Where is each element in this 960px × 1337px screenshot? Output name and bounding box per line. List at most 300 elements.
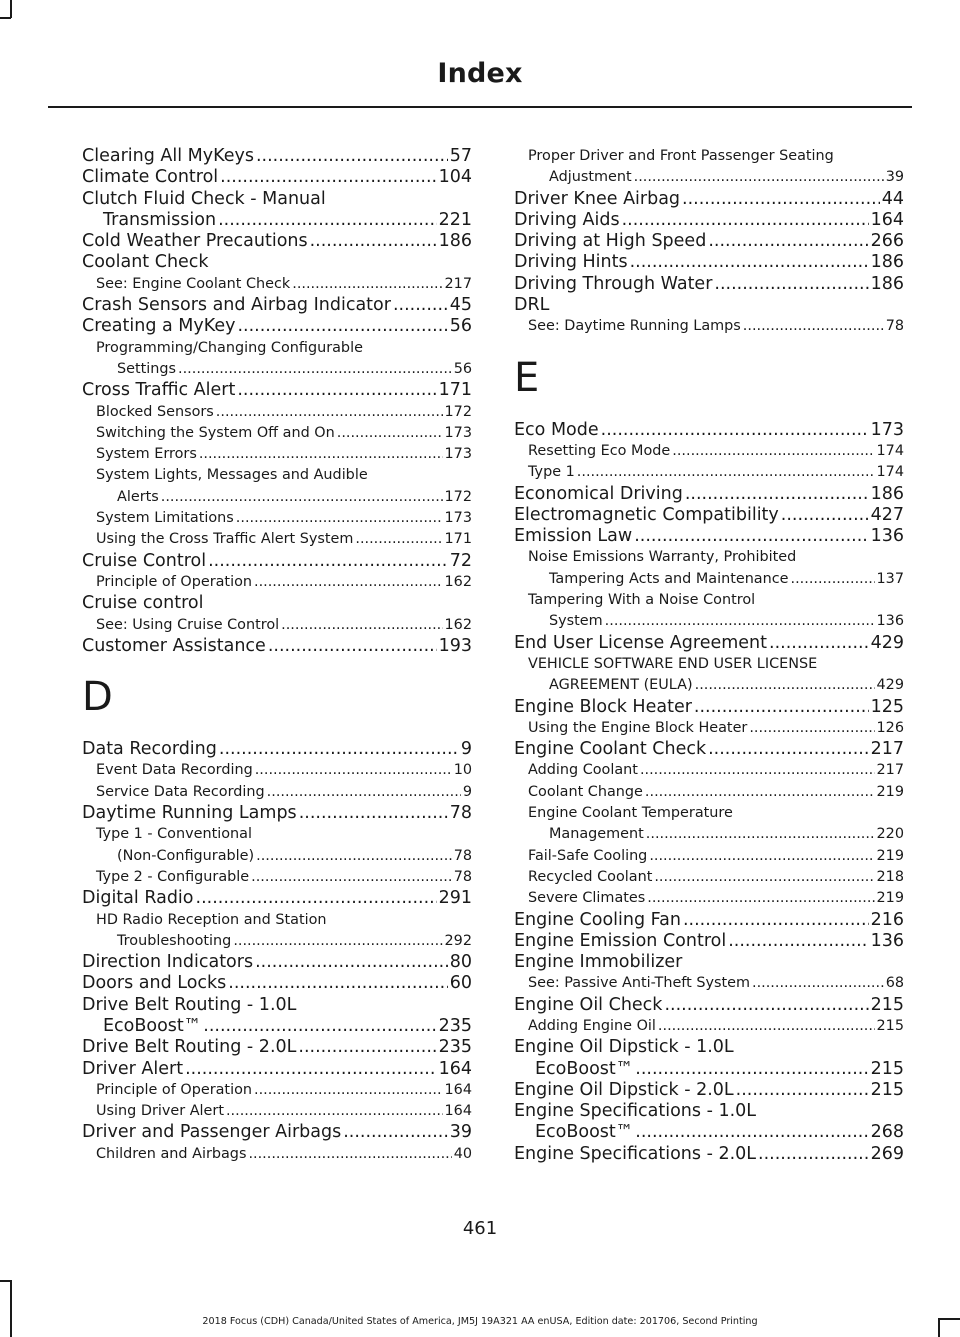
dot-leader [208,551,448,572]
index-subentry [82,508,472,529]
dot-leader [635,1059,868,1080]
entry-page-number: 164 [444,1103,472,1120]
dot-leader [393,295,448,316]
dot-leader [640,760,875,781]
dot-leader [736,1080,869,1101]
crop-mark-top-left [10,0,12,18]
index-entry [82,973,472,994]
entry-page-number: 125 [870,696,904,717]
entry-page-number: 217 [870,739,904,760]
dot-leader [237,316,447,337]
dot-leader [178,359,452,380]
entry-label: See: Passive Anti-Theft System [528,975,750,992]
entry-label: Noise Emissions Warranty, Prohibited [528,549,797,566]
entry-label: Type 1 - Conventional [96,826,252,843]
entry-page-number: 429 [870,632,904,653]
entry-label: Electromagnetic Compatibility [514,504,779,525]
entry-label: Driving Aids [514,209,620,230]
index-entry [82,231,472,252]
entry-label: Cruise control [82,593,204,614]
section-letter: D [82,674,113,721]
index-entry [82,1037,472,1058]
entry-label: Cruise Control [82,550,207,571]
dot-leader [752,973,884,994]
entry-label: Engine Oil Dipstick - 1.0L [514,1037,734,1058]
entry-page-number: 136 [876,613,904,630]
entry-label: Customer Assistance [82,635,266,656]
dot-leader [233,931,442,952]
crop-mark-top-left-h [0,17,11,19]
dot-leader [682,189,880,210]
entry-label: System Lights, Messages and Audible [96,467,368,484]
index-subentry [514,654,904,697]
entry-page-number: 216 [870,909,904,930]
dot-leader [658,1016,875,1037]
index-entry [514,210,904,231]
index-subentry [82,402,472,423]
dot-leader [781,505,869,526]
dot-leader [199,444,443,465]
dot-leader [355,529,442,550]
index-entry [82,316,472,337]
entry-label: Drive Belt Routing - 1.0L [82,994,297,1015]
entry-label: Resetting Eco Mode [528,442,671,459]
index-entry [82,167,472,188]
entry-label: Doors and Locks [82,973,227,994]
entry-page-number: 266 [870,231,904,252]
index-entry [514,420,904,441]
entry-label: EcoBoost™ [535,1058,634,1079]
dot-leader [310,231,437,252]
index-subentry [514,1016,904,1037]
entry-page-number: 171 [438,380,472,401]
index-heading [82,593,472,614]
dot-leader [749,718,874,739]
index-subentry [82,529,472,550]
crop-mark-bottom-left-h [0,1280,11,1282]
entry-label: Using the Cross Traffic Alert System [96,531,354,548]
page-number: 461 [462,1218,498,1239]
dot-leader [758,1144,869,1165]
entry-page-number: 215 [876,1017,904,1034]
entry-page-number: 172 [444,488,472,505]
index-subentry [82,274,472,295]
entry-page-number: 78 [453,847,472,864]
dot-leader [622,210,869,231]
entry-label: Children and Airbags [96,1145,247,1162]
entry-label: Blocked Sensors [96,403,214,420]
entry-page-number: 217 [876,762,904,779]
entry-page-number: 186 [870,273,904,294]
entry-page-number: 78 [885,318,904,335]
entry-label: Engine Coolant Check [514,739,707,760]
entry-label: Settings [117,360,177,377]
dot-leader [185,1059,437,1080]
entry-label: Engine Coolant Temperature [528,805,733,822]
dot-leader [256,846,452,867]
index-entry [514,995,904,1016]
dot-leader [634,526,868,547]
entry-page-number: 9 [460,739,472,760]
dot-leader [236,508,443,529]
header-rule [48,106,912,108]
entry-page-number: 57 [449,146,472,166]
index-subentry [514,782,904,803]
index-subentry [82,338,472,381]
entry-page-number: 39 [885,169,904,186]
index-entry [82,1059,472,1080]
dot-leader [634,167,884,188]
dot-leader [743,316,884,337]
index-subentry [82,465,472,508]
entry-page-number: 40 [453,1145,472,1162]
dot-leader [196,888,437,909]
entry-page-number: 72 [449,550,472,571]
entry-label: Creating a MyKey [82,316,236,337]
dot-leader [254,1080,443,1101]
index-subentry [514,590,904,633]
entry-label: Switching the System Off and On [96,424,335,441]
entry-label: HD Radio Reception and Station [96,911,327,928]
entry-label: Economical Driving [514,483,683,504]
entry-label: Cross Traffic Alert [82,380,236,401]
dot-leader [672,441,874,462]
entry-page-number: 56 [453,360,472,377]
entry-page-number: 45 [449,295,472,316]
entry-page-number: 162 [444,573,472,590]
index-subentry [82,867,472,888]
entry-label: Engine Block Heater [514,696,692,717]
index-subentry [82,782,472,803]
index-entry [514,231,904,252]
dot-leader [281,615,442,636]
index-entry [514,189,904,210]
dot-leader [219,739,459,760]
dot-leader [635,1122,868,1143]
index-column-left [82,146,472,1165]
entry-label: Service Data Recording [96,783,265,800]
dot-leader [714,274,868,295]
entry-page-number: 215 [870,1058,904,1079]
dot-leader [220,167,436,188]
index-entry [514,484,904,505]
entry-label: Recycled Coolant [528,868,653,885]
dot-leader [248,1144,451,1165]
dot-leader [605,611,875,632]
page-title: Index [437,58,523,89]
footer-edition-info: 2018 Focus (CDH) Canada/United States of America, JM5J 19A321 AA enUSA, Edition date: 201706, Second Printing [202,1316,758,1327]
index-subentry [82,760,472,781]
entry-label: Drive Belt Routing - 2.0L [82,1037,297,1058]
entry-label: Coolant Change [528,783,643,800]
entry-page-number: 269 [870,1143,904,1164]
index-subentry [514,146,904,189]
index-entry [82,380,472,401]
entry-label: Driving at High Speed [514,231,707,252]
entry-label: Engine Specifications - 2.0L [514,1143,757,1164]
entry-page-number: 186 [870,483,904,504]
dot-leader [216,402,443,423]
index-entry [514,1037,904,1080]
entry-page-number: 219 [876,890,904,907]
entry-label: Management [549,826,644,843]
index-subentry [514,803,904,846]
entry-label: Driving Through Water [514,273,713,294]
index-entry [514,910,904,931]
dot-leader [267,782,461,803]
index-entry [514,505,904,526]
dot-leader [654,867,874,888]
dot-leader [255,760,452,781]
dot-leader [630,252,869,273]
entry-label: EcoBoost™ [535,1122,634,1143]
index-column-right [514,146,904,1165]
dot-leader [601,420,869,441]
dot-leader [337,423,443,444]
entry-label: Direction Indicators [82,952,254,973]
entry-page-number: 174 [876,442,904,459]
entry-page-number: 193 [438,635,472,656]
index-subentry [514,846,904,867]
entry-page-number: 219 [876,783,904,800]
entry-label: Coolant Check [82,252,209,273]
dot-leader [343,1122,448,1143]
entry-label: Daytime Running Lamps [82,803,297,824]
entry-label: Engine Immobilizer [514,952,683,973]
entry-page-number: 173 [444,446,472,463]
index-subentry [514,760,904,781]
index-entry [82,1122,472,1143]
dot-leader [695,675,875,696]
dot-leader [685,484,869,505]
entry-page-number: 429 [876,677,904,694]
entry-page-number: 10 [453,762,472,779]
entry-page-number: 162 [444,616,472,633]
entry-label: Using Driver Alert [96,1103,224,1120]
entry-page-number: 268 [870,1122,904,1143]
entry-label: Using the Engine Block Heater [528,719,748,736]
index-entry [82,189,472,232]
entry-page-number: 44 [881,188,904,209]
index-subentry [82,1101,472,1122]
entry-label: Adding Engine Oil [528,1017,656,1034]
dot-leader [645,782,875,803]
index-entry [514,697,904,718]
entry-page-number: 104 [438,167,472,188]
entry-page-number: 136 [870,526,904,547]
dot-leader [664,995,868,1016]
entry-label: Clearing All MyKeys [82,146,254,166]
entry-label: Engine Specifications - 1.0L [514,1101,757,1122]
entry-label: Tampering With a Noise Control [528,592,756,609]
entry-page-number: 427 [870,504,904,525]
entry-label: Driver and Passenger Airbags [82,1122,342,1143]
dot-leader [228,973,447,994]
index-subentry [82,1080,472,1101]
entry-label: Emission Law [514,526,633,547]
entry-label: (Non-Configurable) [117,847,255,864]
dot-leader [683,910,869,931]
entry-label: Tampering Acts and Maintenance [549,570,789,587]
index-subentry [82,572,472,593]
index-entry [82,739,472,760]
entry-label: Principle of Operation [96,1081,252,1098]
section-letter: E [514,354,540,401]
entry-label: Proper Driver and Front Passenger Seating [528,148,834,164]
index-entry [82,636,472,657]
dot-leader [728,931,868,952]
dot-leader [218,210,437,231]
entry-page-number: 126 [876,719,904,736]
entry-label: Engine Oil Dipstick - 2.0L [514,1079,734,1100]
entry-page-number: 136 [870,930,904,951]
index-entry [514,1080,904,1101]
dot-leader [647,888,874,909]
dot-leader [251,867,452,888]
entry-label: System Limitations [96,510,234,527]
entry-label: Digital Radio [82,888,194,909]
entry-page-number: 60 [449,973,472,994]
entry-label: EcoBoost™ [103,1015,202,1036]
dot-leader [577,462,875,483]
entry-label: Adding Coolant [528,762,638,779]
entry-label: Programming/Changing Configurable [96,339,363,356]
entry-page-number: 220 [876,826,904,843]
index-entry [514,931,904,952]
index-subentry [514,867,904,888]
dot-leader [298,1037,436,1058]
index-subentry [514,718,904,739]
index-entry [82,803,472,824]
entry-page-number: 78 [449,803,472,824]
entry-page-number: 164 [438,1058,472,1079]
entry-label: System [549,613,603,630]
dot-leader [791,569,875,590]
entry-page-number: 164 [870,209,904,230]
entry-label: End User License Agreement [514,632,767,653]
index-subentry [82,615,472,636]
entry-page-number: 235 [438,1037,472,1058]
index-subentry [82,1144,472,1165]
entry-label: VEHICLE SOFTWARE END USER LICENSE [528,655,818,672]
index-entry [514,526,904,547]
entry-label: See: Daytime Running Lamps [528,318,741,335]
index-heading [82,252,472,273]
entry-page-number: 173 [870,419,904,440]
entry-page-number: 172 [444,403,472,420]
entry-label: Crash Sensors and Airbag Indicator [82,295,391,316]
index-subentry [514,441,904,462]
entry-page-number: 80 [449,952,472,973]
dot-leader [769,633,869,654]
dot-leader [649,846,874,867]
entry-page-number: 78 [453,868,472,885]
entry-page-number: 171 [444,531,472,548]
dot-leader [268,636,437,657]
entry-page-number: 221 [438,209,472,230]
dot-leader [161,487,443,508]
entry-label: DRL [514,295,550,316]
entry-label: Driving Hints [514,252,628,273]
dot-leader [299,803,448,824]
entry-page-number: 215 [870,994,904,1015]
dot-leader [646,824,875,845]
entry-page-number: 186 [438,231,472,252]
index-entry [82,952,472,973]
entry-label: Driver Knee Airbag [514,188,681,209]
entry-label: See: Using Cruise Control [96,616,280,633]
entry-page-number: 39 [449,1122,472,1143]
index-entry [514,1101,904,1144]
entry-label: Engine Oil Check [514,994,663,1015]
entry-label: Engine Cooling Fan [514,909,681,930]
entry-page-number: 9 [462,783,472,800]
dot-leader [694,697,869,718]
entry-page-number: 137 [876,570,904,587]
entry-label: Eco Mode [514,419,599,440]
dot-leader [226,1101,443,1122]
entry-label: Clutch Fluid Check - Manual [82,188,326,209]
entry-label: AGREEMENT (EULA) [549,677,693,694]
index-subentry [514,973,904,994]
entry-label: Alerts [117,488,159,505]
index-subentry [514,547,904,590]
index-subentry [514,888,904,909]
entry-page-number: 173 [444,424,472,441]
index-entry [514,1144,904,1165]
index-subentry [82,423,472,444]
dot-leader [708,231,868,252]
entry-page-number: 186 [870,252,904,273]
index-entry [82,888,472,909]
entry-page-number: 174 [876,464,904,481]
entry-page-number: 164 [444,1081,472,1098]
entry-page-number: 219 [876,847,904,864]
entry-label: Type 1 [528,464,575,481]
entry-page-number: 292 [444,932,472,949]
entry-page-number: 235 [438,1015,472,1036]
entry-page-number: 291 [438,888,472,909]
index-heading [514,295,904,316]
index-heading [514,952,904,973]
crop-mark-bottom-left [10,1280,12,1337]
entry-page-number: 68 [885,975,904,992]
entry-page-number: 56 [449,316,472,337]
entry-label: System Errors [96,446,197,463]
index-entry [514,274,904,295]
index-entry [82,995,472,1038]
dot-leader [256,146,448,167]
index-entry [82,551,472,572]
entry-label: Adjustment [549,169,632,186]
entry-label: Engine Emission Control [514,930,727,951]
entry-label: Fail-Safe Cooling [528,847,648,864]
entry-page-number: 218 [876,868,904,885]
index-subentry [514,462,904,483]
dot-leader [203,1016,436,1037]
index-subentry [82,444,472,465]
dot-leader [255,952,448,973]
entry-label: Troubleshooting [117,932,232,949]
dot-leader [708,739,868,760]
entry-label: Principle of Operation [96,573,252,590]
entry-label: Event Data Recording [96,762,253,779]
entry-label: Climate Control [82,167,219,188]
entry-label: See: Engine Coolant Check [96,275,291,292]
entry-label: Type 2 - Configurable [96,868,250,885]
entry-label: Cold Weather Precautions [82,231,308,252]
entry-label: Driver Alert [82,1058,184,1079]
